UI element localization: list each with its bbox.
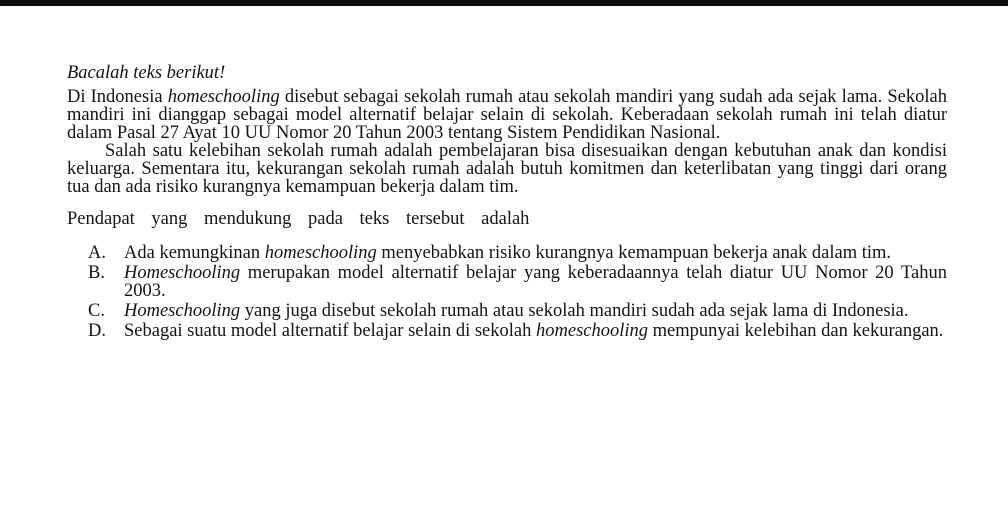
passage-p1-after: disebut sebagai sekolah rumah atau sekolah mandiri yang sudah ada sejak lama. Sekolah mandiri ini dianggap sebagai model alternatif belajar selain di sekolah. Keberadaan sekolah rumah ini telah diatur dalam Pasal 27 Ayat 10 UU Nomor 20 Tahun 2003 tentang Sistem Pendidikan Nasional.	[67, 87, 947, 143]
option-d-term: homeschooling	[536, 321, 649, 341]
option-a-letter: A.	[88, 243, 106, 263]
option-d-text	[124, 322, 947, 340]
passage-p1-before: Di Indonesia	[67, 87, 168, 107]
option-a-text	[124, 244, 947, 262]
option-a-before: Ada kemungkinan	[124, 243, 265, 263]
answer-options	[67, 244, 947, 340]
passage-p1-term: homeschooling	[167, 87, 280, 107]
instruction-text: Bacalah teks berikut!	[67, 63, 226, 83]
option-d-after: mempunyai kelebihan dan kekurangan.	[648, 321, 944, 341]
option-d-before: Sebagai suatu model alternatif belajar selain di sekolah	[124, 321, 536, 341]
option-b-after: merupakan model alternatif belajar yang keberadaannya telah diatur UU Nomor 20 Tahun 2003.	[124, 263, 947, 301]
option-c-term: Homeschooling	[124, 301, 241, 321]
option-a-term: homeschooling	[264, 243, 377, 263]
option-b-term: Homeschooling	[124, 263, 241, 283]
option-a[interactable]	[88, 244, 947, 262]
option-c-after: yang juga disebut sekolah rumah atau sekolah mandiri sudah ada sejak lama di Indonesia.	[240, 301, 909, 321]
option-c-text	[124, 302, 947, 320]
passage-paragraph-1	[67, 88, 947, 142]
option-d-letter: D.	[88, 321, 106, 341]
option-a-after: menyebabkan risiko kurangnya kemampuan bekerja anak dalam tim.	[376, 243, 892, 263]
option-b-text	[124, 264, 947, 300]
option-b-letter: B.	[88, 263, 105, 283]
option-c[interactable]	[88, 302, 947, 320]
question-text: Pendapat yang mendukung pada teks tersebut adalah	[67, 209, 530, 229]
option-c-letter: C.	[88, 301, 105, 321]
option-b[interactable]	[88, 264, 947, 300]
passage-paragraph-2: Salah satu kelebihan sekolah rumah adalah pembelajaran bisa disesuaikan dengan kebutuhan anak dan kondisi keluarga. Sementara itu, kekurangan sekolah rumah adalah butuh komitmen dan keterlibatan yang tinggi dari orang tua dan ada risiko kurangnya kemampuan bekerja dalam tim.	[67, 141, 947, 197]
option-d[interactable]	[88, 322, 947, 340]
top-edge-bar	[0, 0, 1008, 6]
document-page	[67, 64, 947, 342]
